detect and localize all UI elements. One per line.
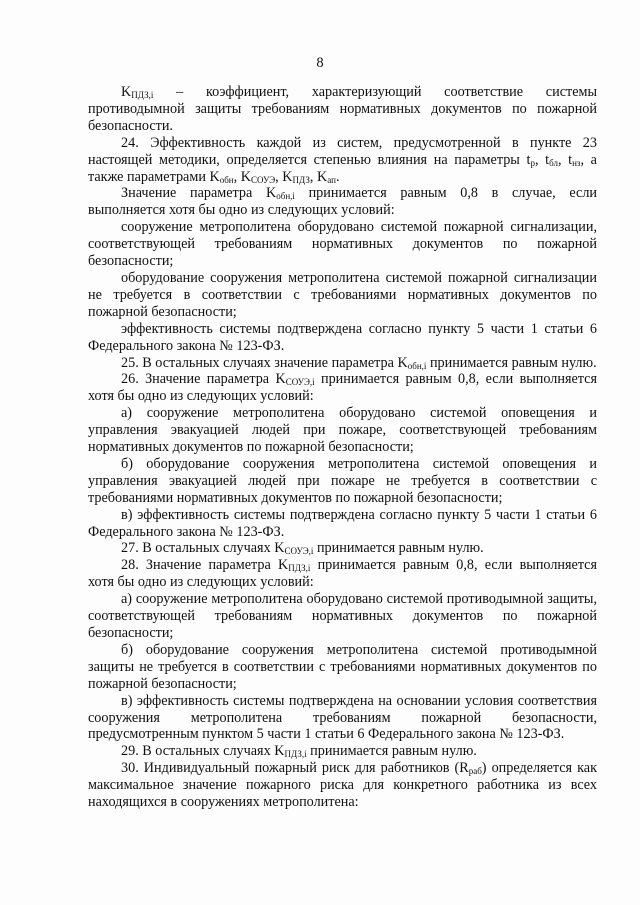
paragraph-26b: б) оборудование сооружения метрополитена системой оповещения и управления эвакуацией людей при пожаре не требуется в соответствии с требованиями нормативных документов по пожарной безопасности; xyxy=(88,455,597,506)
paragraph-condition-alarm-not-required: оборудование сооружения метрополитена системой пожарной сигнализации не требуется в соответствии с требованиями нормативных документов по пожарной безопасности; xyxy=(88,269,597,320)
paragraph-28: 28. Значение параметра $K_{ПДЗ,i}$ принимается равным 0,8, если выполняется хотя бы одно из следующих условий: xyxy=(88,557,598,591)
paragraph-28b: б) оборудование сооружения метрополитена системой противодымной защиты не требуется в соответствии с требованиями нормативных документов по пожарной безопасности; xyxy=(88,641,597,692)
paragraph-26c: в) эффективность системы подтверждена согласно пункту 5 части 1 статьи 6 Федерального закона № 123-ФЗ. xyxy=(88,506,597,540)
paragraph-kobn-condition: Значение параметра $K_{обн,i}$ принимается равным 0,8 в случае, если выполняется хотя бы одно из следующих условий: xyxy=(88,185,598,219)
paragraph-24: 24. Эффективность каждой из систем, предусмотренной в пункте 23 настоящей методики, определяется степенью влияния на параметры $t_р$, $t_{бл}$, $t_{нз}$, а также параметрами $K_{обн}$, $K_{СОУЭ}$, $K_{ПДЗ}$, $K_{ап}$. xyxy=(88,134,597,185)
paragraph-27: 27. В остальных случаях $K_{СОУЭ,i}$ принимается равным нулю. xyxy=(121,540,484,557)
paragraph-25: 25. В остальных случаях значение параметра $K_{обн,i}$ принимается равным нулю. xyxy=(121,354,597,371)
paragraph-30: 30. Индивидуальный пожарный риск для работников $(R_{раб})$ определяется как максимальное значение пожарного риска для конкретного работника из всех находящихся в сооружениях метрополитена: xyxy=(88,760,597,811)
document-body xyxy=(88,84,597,811)
paragraph-26: 26. Значение параметра $K_{СОУЭ,i}$ принимается равным 0,8, если выполняется хотя бы одно из следующих условий: xyxy=(88,371,598,405)
paragraph-condition-alarm-confirmed: эффективность системы подтверждена согласно пункту 5 части 1 статьи 6 Федерального закона № 123-ФЗ. xyxy=(88,320,597,354)
paragraph-28c: в) эффективность системы подтверждена на основании условия соответствия сооружения метрополитена требованиям пожарной безопасности, предусмотренным пунктом 5 части 1 статьи 6 Федерального закона № 123-ФЗ. xyxy=(88,692,597,743)
paragraph-kpdz-definition: $K_{ПДЗ,i}$ – коэффициент, характеризующий соответствие системы противодымной защиты требованиям нормативных документов по пожарной безопасности. xyxy=(88,84,598,134)
k-pdz-symbol: $K_{ПДЗ,i}$ xyxy=(121,84,154,100)
paragraph-29: 29. В остальных случаях $K_{ПДЗ,i}$ принимается равным нулю. xyxy=(121,743,477,760)
paragraph-26a: а) сооружение метрополитена оборудовано системой оповещения и управления эвакуацией людей при пожаре, соответствующей требованиям нормативных документов по пожарной безопасности; xyxy=(88,405,597,456)
paragraph-condition-alarm-equipped: сооружение метрополитена оборудовано системой пожарной сигнализации, соответствующей требованиям нормативных документов по пожарной безопасности; xyxy=(88,219,597,270)
page-number: 8 xyxy=(316,55,324,71)
paragraph-28a: а) сооружение метрополитена оборудовано системой противодымной защиты, соответствующей требованиям нормативных документов по пожарной безопасности; xyxy=(88,591,597,641)
